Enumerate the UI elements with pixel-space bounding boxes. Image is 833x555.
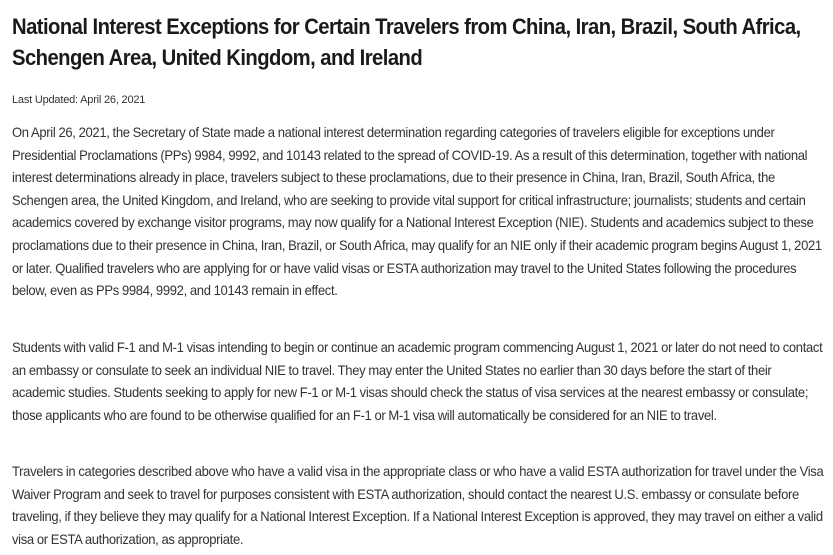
paragraph-students: Students with valid F-1 and M-1 visas intending to begin or continue an academic program commencing August 1, 2021 or later do not need to contact an embassy or consulate to seek an individual NIE to travel. They may enter the United States no earlier than 30 days before the start of their academic studies. Students seeking to apply for new F-1 or M-1 visas should check the status of visa services at the nearest embassy or consulate; those applicants who are found to be otherwise qualified for an F-1 or M-1 visa will automatically be considered for an NIE to travel.: [12, 339, 823, 423]
paragraph-travelers: Travelers in categories described above who have a valid visa in the appropriate class or who have a valid ESTA authorization for travel under the Visa Waiver Program and seek to travel for purposes consistent with ESTA authorization, should contact the nearest U.S. embassy or consulate before traveling, if they believe they may qualify for a National Interest Exception. If a National Interest Exception is approved, they may travel on either a valid visa or ESTA authorization, as appropriate.: [12, 463, 824, 547]
paragraph-determination: On April 26, 2021, the Secretary of State made a national interest determination regarding categories of travelers eligible for exceptions under Presidential Proclamations (PPs) 9984, 9992, and 10143 related to the spread of COVID-19. As a result of this determination, together with national interest determinations already in place, travelers subject to these proclamations, due to their presence in China, Iran, Brazil, South Africa, the Schengen area, the United Kingdom, and Ireland, who are seeking to provide vital support for critical infrastructure; journalists; students and certain academics covered by exchange visitor programs, may now qualify for a National Interest Exception (NIE). Students and academics subject to these proclamations due to their presence in China, Iran, Brazil, or South Africa, may qualify for an NIE only if their academic program begins August 1, 2021 or later. Qualified travelers who are applying for or have valid visas or ESTA authorization may travel to the United States following the procedures below, even as PPs 9984, 9992, and 10143 remain in effect.: [12, 124, 822, 299]
last-updated-date: Last Updated: April 26, 2021: [12, 94, 146, 106]
page-title: National Interest Exceptions for Certain Travelers from China, Iran, Brazil, South Africa, Schengen Area, United Kingdom, and Ireland: [12, 14, 801, 70]
article: [12, 0, 824, 547]
